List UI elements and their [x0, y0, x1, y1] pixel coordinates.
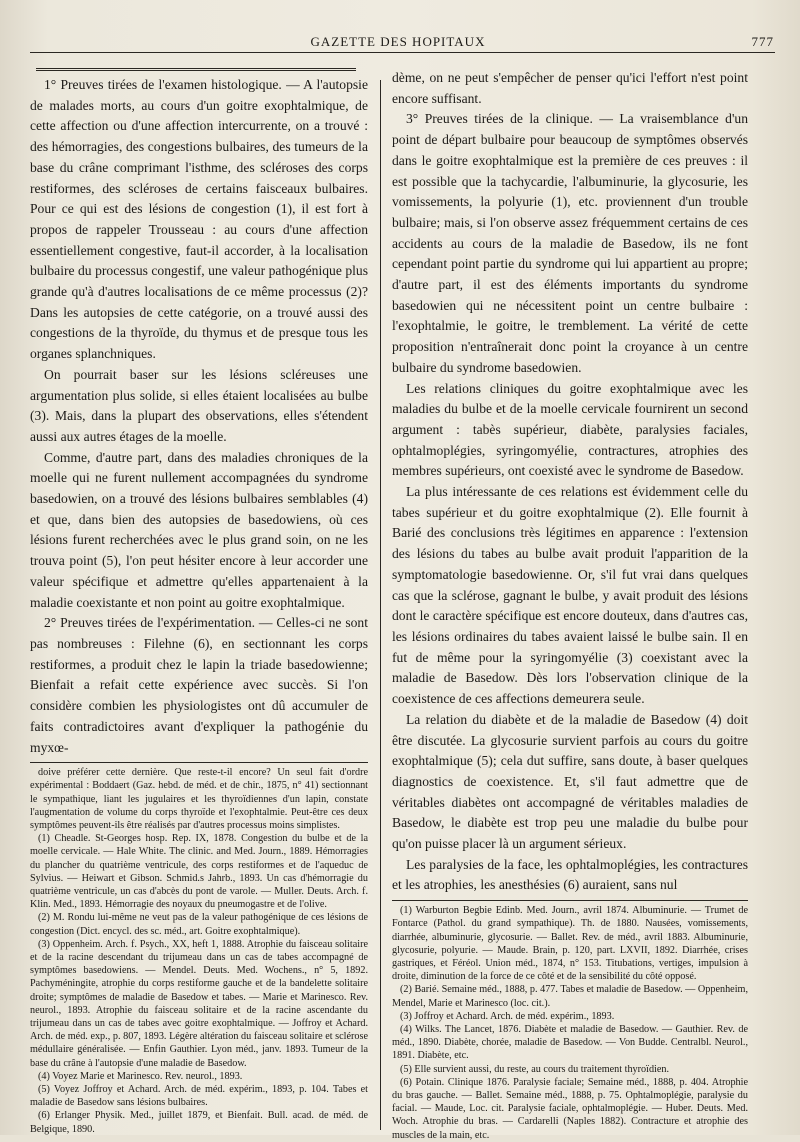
- right-column: [392, 68, 748, 1142]
- right-paragraph-5: La relation du diabète et de la maladie de Basedow (4) doit être discutée. La glycosurie survient parfois au cours du goitre exophtalmique (5); cela dut suffire, sans doute, à baser quelques diagnostics de coexistence. Et, s'il faut admettre que de véritables diabètes ont accompagné de véritables maladies de Basedow, le diabète est trop peu une maladie du bulbe pour qu'on puisse placer là un argument sérieux.: [392, 711, 748, 852]
- footnote: (1) Warburton Begbie Edinb. Med. Journ., avril 1874. Albuminurie. — Trumet de Fontarce (Pathol. du grand sympathique). Th. de 1880. Nausées, vomissements, diarrhée, albuminurie, glycosurie. — Ballet. Rev. de méd., avril 1883. Albuminurie, glycosurie, polyurie. — Maude. Brain, p. 120, part. LXVII, 1892. Diarrhée, crises gastriques, et Féréol. Union méd., 1874, n° 153. Titubations, vertiges, impulsion à droite, diminution de la force de ce côté et de la sensibilité du côté opposé.: [392, 905, 748, 983]
- page-header: [22, 34, 774, 54]
- right-paragraph-3: Les relations cliniques du goitre exophtalmique avec les maladies du bulbe et de la moelle cervicale fournirent un second argument : tabès supérieur, diabète, paralysies faciales, ophtalmoplégies, syringomyélie, contractures, atrophies des membres supérieurs, ont coexisté avec le syndrome de Basedow.: [392, 380, 748, 479]
- left-paragraph-3: Comme, d'autre part, dans des maladies chroniques de la moelle qui ne furent nullement accompagnées du syndrome basedowien, on a trouvé des lésions bulbaires semblables (4) et que, dans bien des autopsies de basedowiens, où ces lésions furent recherchées avec le plus grand soin, on ne les trouva point (5), l'on peut hésiter encore à leur accorder une valeur spécifique et admettre qu'elles appartenaient à la maladie coexistante et non point au goitre exophtalmique.: [30, 449, 368, 610]
- footnote-rule: [30, 762, 368, 763]
- right-footnotes: [392, 904, 748, 1142]
- footnote: (2) M. Rondu lui-même ne veut pas de la valeur pathogénique de ces lésions de congestion (Dict. encycl. des sc. méd., art. Goitre exophtalmique).: [30, 912, 368, 937]
- right-paragraph-6: Les paralysies de la face, les ophtalmoplégies, les contractures et les atrophies, les anesthésies (6) auraient, sans nul: [392, 856, 748, 893]
- footnote: doive préférer cette dernière. Que reste-t-il encore? Un seul fait d'ordre expérimental : Boddaert (Gaz. hebd. de méd. et de chir., 1875, n° 41) sectionnant le sympathique, liant les jugulaires et les thyroïdiennes d'un lapin, constate l'augmentation de volume du corps thyroïde et l'exophtalmie. Peut-être ces deux symptômes peuvent-ils être réalisés par d'autres processus moins simplistes.: [30, 767, 368, 832]
- footnote: (6) Potain. Clinique 1876. Paralysie faciale; Semaine méd., 1888, p. 404. Atrophie du bras gauche. — Ballet. Semaine méd., 1888, p. 75. Ophtalmoplégie, paralysie du facial. — Maude, Loc. cit. Paralysie faciale, ophtalmoplégie. — Huber. Deuts. Med. Woch. Atrophie du bras. — Cardarelli (Naples 1882). Contracture et atrophie des muscles de la main, etc.: [392, 1076, 748, 1141]
- footnote-rule: [392, 900, 748, 901]
- header-rule: [30, 52, 775, 53]
- footnote: (5) Voyez Joffroy et Achard. Arch. de méd. expérim., 1893, p. 104. Tabes et maladie de Basedow sans lésions bulbaires.: [30, 1084, 368, 1109]
- right-paragraph-1: dème, on ne peut s'empêcher de penser qu'ici l'effort n'est point encore suffisant.: [392, 70, 748, 106]
- left-paragraph-4: 2° Preuves tirées de l'expérimentation. — Celles-ci ne sont pas nombreuses : Filehne (6), en sectionnant les corps restiformes, a produit chez le lapin la triade basedowienne; Bienfait a refait cette expérience avec succès. Si l'on considère combien les physiologistes ont dû accumuler de faits contradictoires avant d'expliquer la pathogénie du myxœ-: [30, 615, 368, 755]
- left-paragraph-2: On pourrait baser sur les lésions scléreuses une argumentation plus solide, si elles étaient localisées au bulbe (3). Mais, dans la plupart des observations, elles s'étendent aussi aux autres étages de la moelle.: [30, 366, 368, 444]
- right-paragraph-2: 3° Preuves tirées de la clinique. — La vraisemblance d'un point de départ bulbaire pour beaucoup de symptômes observés dans le goitre exophtalmique est la première de ces preuves : il est possible que la tachycardie, l'albuminurie, la glycosurie, les vomissements, la polyurie (1), etc. proviennent d'un trouble bulbaire; mais, si l'on observe assez fréquemment certains de ces accidents au cours de la maladie de Basedow, ils ne font cependant point partie du syndrome qui lui appartient au propre; d'autre part, il est des éléments importants du syndrome basedowien qui ne nécessitent point un centre bulbaire : l'exophtalmie, le goitre, le tremblement. La vérité de cette proposition n'entraînerait donc point la croyance à un centre bulbaire du syndrome basedowien.: [392, 111, 748, 375]
- footnote: (4) Wilks. The Lancet, 1876. Diabète et maladie de Basedow. — Gauthier. Rev. de méd., 1890. Diabète, chorée, maladie de Basedow. — Von Budde. Centralbl. Neurol., 1891. Diabète, etc.: [392, 1023, 748, 1062]
- footnote: (4) Voyez Marie et Marinesco. Rev. neurol., 1893.: [38, 1070, 243, 1082]
- left-footnotes: [30, 766, 368, 1136]
- footnote: (1) Cheadle. St-Georges hosp. Rep. IX, 1878. Congestion du bulbe et de la moelle cervicale. — Hale White. The clinic. and Med. Journ., 1889. Hémorragies du plancher du quatrième ventricule, des corps restiformes et de l'aqueduc de Sylvius. — Heiwart et Gibson. Schmid.s Jahrb., 1893. Un cas d'hémorragie du quatrième ventricule, un cas d'abcès du pont de varole. — Muller. Deuts. Arch. f. Klin. Med., 1893. Hémorragie des noyaux du pneumogastre et de l'olive.: [30, 833, 368, 911]
- left-column: [30, 68, 368, 1136]
- section-double-rule: [36, 68, 356, 71]
- footnote: (5) Elle survient aussi, du reste, au cours du traitement thyroïdien.: [400, 1063, 670, 1075]
- footnote: (6) Erlanger Physik. Med., juillet 1879, et Bienfait. Bull. acad. de méd. de Belgique, 1890.: [30, 1110, 368, 1135]
- left-paragraph-1: 1° Preuves tirées de l'examen histologique. — A l'autopsie de malades morts, au cours d'un goitre exophtalmique, de cette affection ou d'une affection intercurrente, on a trouvé : des hémorragies, des congestions bulbaires, des tumeurs de la base du crâne comprimant l'isthme, des scléroses des corps restiformes, des scléroses de certains faisceaux bulbaires. Pour ce qui est des lésions de congestion (1), il est fort à propos de rappeler Trousseau : au cours d'une affection essentiellement congestive, faut-il accorder, à la localisation bulbaire du processus congestif, une valeur pathogénique plus grande qu'à d'autres localisations de ce même processus (2)? Dans les autopsies de cette catégorie, on a trouvé aussi des congestions de la thyroïde, du thymus et de presque tous les organes splanchniques.: [30, 77, 368, 362]
- footnote: (3) Oppenheim. Arch. f. Psych., XX, heft 1, 1888. Atrophie du faisceau solitaire et de la racine descendant du trijumeau dans un cas de tabes accompagné de symptômes basedowiens. — Mendel. Deuts. Med. Wochens., n° 5, 1892. Pachyméningite, atrophie du corps restiforme gauche et de la bandelette solitaire droite; symptômes de maladie de Basedow et tabes. — Marie et Marinesco. Rev. neurol., 1893. Atrophie du faisceau solitaire et de la racine ascendante du trijumeau dans un cas de tabes avec goitre exophtalmique. — Joffroy et Achard. Arch. de méd. exp., p. 807, 1893. Légère altération du faisceau solitaire et sclérose médullaire généralisée. — Enfin Gauthier. Lyon méd., janv. 1893. Tumeur de la base du crâne à l'autopsie d'une maladie de Basedow.: [30, 938, 368, 1069]
- column-divider: [380, 80, 381, 1130]
- journal-title: GAZETTE DES HOPITAUX: [310, 34, 486, 49]
- footnote: (3) Joffroy et Achard. Arch. de méd. expérim., 1893.: [400, 1010, 615, 1022]
- page-number: 777: [751, 34, 774, 49]
- footnote: (2) Barié. Semaine méd., 1888, p. 477. Tabes et maladie de Basedow. — Oppenheim, Mendel, Marie et Marinesco (loc. cit.).: [392, 984, 748, 1009]
- right-paragraph-4: La plus intéressante de ces relations est évidemment celle du tabes supérieur et du goitre exophtalmique (2). Elle fournit à Barié des conclusions très légitimes en apparence : l'extension des lésions du tabes au bulbe avait produit l'apparition de la symptomatologie basedowienne. Or, s'il fut vrai dans quelques cas que la sclérose, gagnant le bulbe, y avait produit des lésions dont le caractère spécifique est encore douteux, dans d'autres cas, les lésions ordinaires du tabes avaient laissé le bulbe sain. Il en fut de même pour la syringomyélie (3) coexistant avec la maladie de Basedow. Dès lors l'observation clinique de la coexistence de ces affections demeurera seule.: [392, 484, 748, 707]
